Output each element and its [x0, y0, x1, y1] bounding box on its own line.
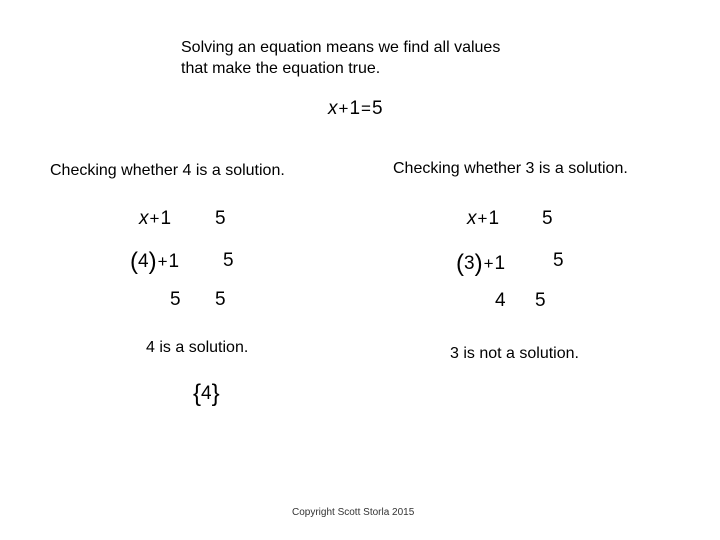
equation-one: 1: [349, 98, 361, 119]
solution-set-open-brace: {: [193, 380, 202, 407]
left-row2-plus: +: [157, 252, 168, 271]
left-heading: Checking whether 4 is a solution.: [50, 162, 285, 179]
left-row2-close-paren: ): [148, 248, 157, 275]
equation-rhs: 5: [371, 98, 383, 119]
right-row2-close-paren: ): [474, 250, 483, 277]
right-row1-plus: +: [477, 209, 488, 228]
left-row2-lhs: [130, 248, 179, 276]
equation-equals: =: [361, 99, 371, 118]
left-row1-one: 1: [160, 208, 172, 229]
solution-set-value: 4: [201, 383, 212, 404]
right-row1-one: 1: [488, 208, 500, 229]
right-row3-rhs: 5: [535, 290, 546, 311]
left-row1-rhs: 5: [215, 208, 226, 229]
left-row2-rhs: 5: [223, 250, 234, 271]
right-row1-lhs: [467, 208, 499, 230]
left-row2-value: 4: [138, 251, 149, 272]
right-row2-rhs: 5: [553, 250, 564, 271]
right-row3-lhs: 4: [495, 290, 506, 311]
intro-text: [181, 37, 561, 79]
right-row1-variable: x: [467, 208, 477, 229]
right-row2-lhs: [456, 250, 505, 278]
left-row3-rhs: 5: [215, 289, 226, 310]
main-equation: [328, 98, 383, 120]
solution-set: [193, 380, 220, 408]
equation-variable: x: [328, 98, 338, 119]
right-row2-plus: +: [483, 254, 494, 273]
right-row1-rhs: 5: [542, 208, 553, 229]
intro-line-1: Solving an equation means we find all values: [181, 39, 501, 56]
solution-set-close-brace: }: [211, 380, 220, 407]
left-conclusion: 4 is a solution.: [146, 339, 249, 356]
left-row2-one: 1: [168, 251, 180, 272]
copyright-footer: Copyright Scott Storla 2015: [292, 507, 415, 518]
right-row2-one: 1: [494, 253, 506, 274]
intro-line-2: that make the equation true.: [181, 60, 381, 77]
left-row2-open-paren: (: [130, 248, 138, 275]
left-row1-plus: +: [149, 209, 160, 228]
right-conclusion: 3 is not a solution.: [450, 345, 579, 362]
right-row2-open-paren: (: [456, 250, 464, 277]
left-row1-lhs: [139, 208, 171, 230]
left-row3-lhs: 5: [170, 289, 181, 310]
left-row1-variable: x: [139, 208, 149, 229]
right-row2-value: 3: [464, 253, 475, 274]
right-heading: Checking whether 3 is a solution.: [393, 160, 628, 177]
equation-plus: +: [338, 99, 349, 118]
